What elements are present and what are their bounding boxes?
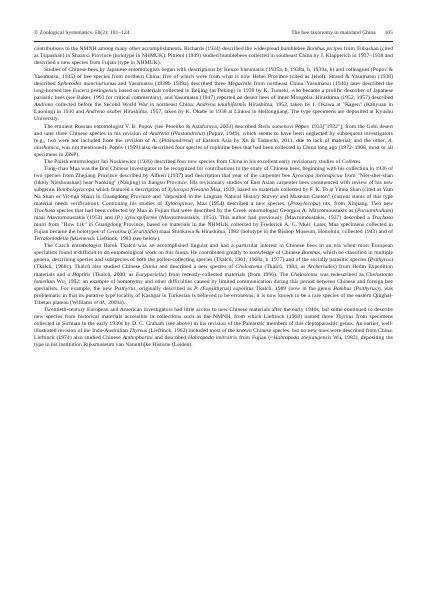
running-title: The bee taxonomy in mainland China	[291, 30, 376, 36]
paragraph: Studies of Chinese bees by Japanese entomologists began with descriptions by Kenzo Yasumatsu (1935a, b, 1938a, b, 1939a, b) and colleagues (Popov & Yasumatsu, 1935) of bee species from northern China, five of which were from what is now Hebei Province (cited as Jehol). Strand & Yasumatsu (1938) described Sphecodes manchurianus and Yasumatsu (1938b 1939a) described three Megachile from northeast China. Yasumatsu (1946) later described the long-horned bee Eucera pekingensis based on materials collected in Beijing (as Peking) in 1938 by K. Tsuneki, who became a prolific describer of Japanese parasitic bees (see Baker, 1993 for critical commentary), and Yasumatsu (1947) reported on desert bees of Inner Mongolia. Hirashima (1952, 1957) described Andrena collected before the Second World War in northeast China: Andrena knuthiformis Hirashima, 1952, taken by I. Okawa at "Kagen" (Kanyuan in Luoning) in 1936 and Andrena okabei Hirashima, 1957, taken by K. Okabe in 1938 at Linkou in Heilongjiang. The type specimens are deposited at Kyushu University.	[34, 67, 393, 123]
paragraph: Twentieth-century European and American investigators had little access to new Chinese materials after the early 1940s, but some continued to describe new species from historical materials accessible in collections such as the NMNH, from which Lieftinck (1968) named three Thyreus from specimens collected in Sichuan in the early 1930s by D. C. Graham (see above) in his revision of the Palearctic members of this cleptoparasitic genus. An earlier, well-illustrated revision of the Indo-Australian Thyreus (Lieftinck, 1962) included most of the known Chinese species, but no new ones were described from China. Lieftinck (1974) also studied Chinese Anthophorini and described Habropoda imitratrix from Fujian (=Habropoda zhejiangensis Wu, 1983), depositing the type in his institution Rijksmuseum van Natuurlijke Historie (Leiden).	[34, 306, 393, 348]
paragraph: The eminent Russian entomologist V. B. Popov (see Pesenko & Astafurova, 2003) described Stelis samenovi Popov 1933["1932"], from the Gobi desert and later three Chinese species in his revision of Andrena (Plastandrena) (Popov, 1949), which seems to have been neglected by subsequent investigators (e.g., two were not included from the revision of A. (Plastandrena) of Eastern Asia by Xu & Tadauchi, 2011, due to lack of material, and the other, A. alashanica, was not mentioned). Popov (1959) also described four species of rophitine bees that had been collected in China long ago (1872–1908, most or all specimens in ZISP).	[34, 123, 393, 158]
page-number: 105	[384, 30, 393, 36]
article-body	[34, 46, 393, 591]
header-rule	[34, 41, 393, 42]
journal-citation: © Zoological Systematics, 50(2): 101–124	[34, 30, 130, 36]
paragraph: Tung-chao Maa was the first Chinese investigator to be recognized for contributions to the study of Chinese bees, beginning with his collection in 1936 of two species from Zhejiang Province described by Alfken (1937) and description that year of the carpenter bee Xylocopa inconspicua from "Nier-sher-shan (likely Nieshoushan) near Nanking" (Nanjing) in Jiangsu Province. His revisionary studies of East Asian carpenter bees commenced with review of his new subgenus Bomboixylocopa which featured a description of Xylocopa friesana Maa, 1939, based on materials collected by F. K. To at Yinna Shan (cited as Yam Na Shan or Yit-nga Shan) in Guangdong Province and "deposited in the Lingnan Natural History Survey and Museum Canton" (current status of this type material needs verification). Continuing his studies of Xylocopinae, Maa (1954) described a new species, (Proxylocopa) ntx, from Xinjiang. Two new Trachusa species that had been collected by Maa in Fujian that were described by the Greek entomologist Georgios A. Mavromoustakis as (Paraanthidium) maai Mavromoustakis (1953) and (P.) xylocopiforme (Mavromoustakis, 1954). This author had previously (Mavromoustakis, 1937) described a Trachusa muiri from "How Lik" in Guangdong Province, based on materials in the NHMUK collected by Frederick A. G. Muir. Later, Maa specimens collected in Fujian became the holotypes of Ceratina (Ceratinidia) maai Shiokawa & Hirashima, 1982 (holotype in the Bishop Museum, Honolulu, collected 1943) and of Tetraloniodella fukienensis Lieftinck, 1983 (see below).	[34, 165, 393, 243]
running-title-group	[291, 27, 393, 39]
paragraph: The Polish entomologist Jan Noskiewicz (1936) described four new species from China in his excellent early revisionary studies of Colletes.	[44, 158, 362, 165]
running-head	[34, 27, 393, 39]
paragraph: The Czech entomologist Borek Tkalců was an accomplished linguist and had a particular interest in Chinese bees in an era when most European specialists found it difficult to do entomological work on this fauna. He contributed greatly to knowledge of Chinese Bombus, which he classified in multiple genera, describing species and subspecies of both the pollen-collecting species (Tkalců, 1961, 1968a, b, 1977) and of the socially parasitic species (Psithyrus) (Tkalců, 1968c). Tkalců also studied Chinese Osmia and described a new species of Chelostoma (Tkalců, 1984, as Archeriades) from Hedin Expedition materials and a Hoplitis (Tkalců, 2000, as Eurypariella) from recently-collected materials (from 1996). The Chelostoma was redescribed as Chelostoma lamellum Wu, 1992; an example of homonymy and other difficulties caused by limited communication during this period between Chinese and foreign bee specialists. For example, the new Psithyrus, originally described as P. (Eopsithyrus) expolitus Tkalců, 1989 (now in the genus Bombus (Psithyrus)), was problematic in that its putative type locality of Kashgar in Turkestan is believed to be erroneous; it is now known to be a rare species of the eastern Qinghai-Tibetan plateau (Williams et al., 2009a).	[34, 243, 393, 306]
paragraph: contributions to the NMNH among many other accomplishments. Richards (1934) described the widespread bumblebee Bombus picipes from Tsibashan (cited as Tsipashan) in Shaanxi Province (holotype in NHMUK). Pittioni (1949) studied bumblebees collected in southeast China by J. Klapperich in 1937–1938 and described a new species from Fujian (type in NHMUK).	[34, 46, 393, 67]
